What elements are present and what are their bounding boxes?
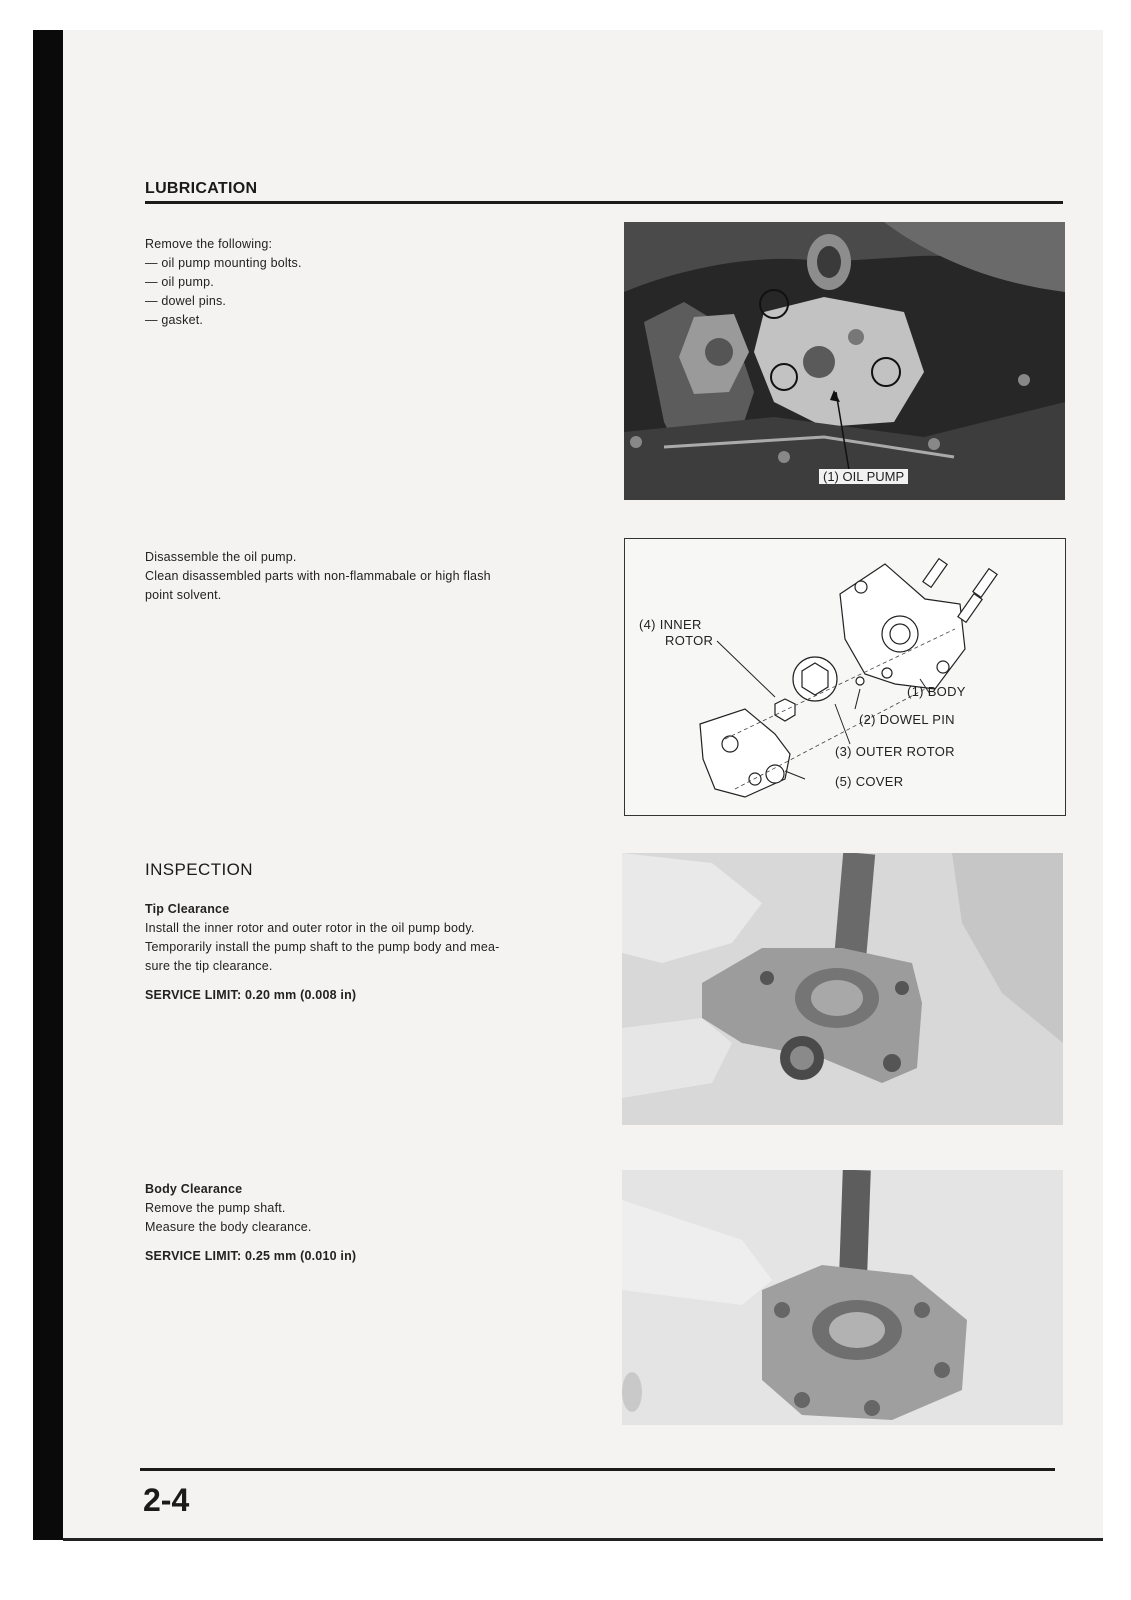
tip-clearance-line: sure the tip clearance. (145, 959, 273, 973)
body-clearance-heading: Body Clearance (145, 1182, 243, 1196)
header-rule (145, 201, 1063, 204)
removal-line: — dowel pins. (145, 294, 227, 308)
body-clearance-line: Remove the pump shaft. (145, 1201, 286, 1215)
binding-spine (33, 30, 63, 1540)
oil-pump-exploded-diagram (624, 538, 1066, 816)
removal-line: — gasket. (145, 313, 204, 327)
body-service-limit: SERVICE LIMIT: 0.25 mm (0.010 in) (145, 1249, 357, 1263)
tip-clearance-photo (622, 853, 1063, 1125)
oil-pump-caption: (1) OIL PUMP (819, 469, 908, 484)
tip-clearance-heading: Tip Clearance (145, 902, 230, 916)
disassembly-line: point solvent. (145, 588, 222, 602)
page-number: 2-4 (143, 1482, 190, 1518)
body-label: (1) BODY (907, 684, 966, 699)
removal-line: — oil pump mounting bolts. (145, 256, 302, 270)
page-header: LUBRICATION (145, 180, 258, 197)
oil-pump-installed-photo (624, 222, 1065, 500)
removal-line: — oil pump. (145, 275, 214, 289)
body-clearance-photo (622, 1170, 1063, 1425)
disassembly-line: Clean disassembled parts with non-flammabale or high flash (145, 569, 491, 583)
disassembly-line: Disassemble the oil pump. (145, 550, 297, 564)
outer-rotor-label: (3) OUTER ROTOR (835, 744, 955, 759)
footer-rule (140, 1468, 1055, 1471)
body-clearance-block (145, 1180, 356, 1266)
cover-label: (5) COVER (835, 774, 904, 789)
page-bottom-edge (63, 1538, 1103, 1541)
dowel-pin-label: (2) DOWEL PIN (859, 712, 955, 727)
body-clearance-line: Measure the body clearance. (145, 1220, 312, 1234)
removal-instructions (145, 235, 302, 330)
tip-clearance-line: Temporarily install the pump shaft to the pump body and mea- (145, 940, 500, 954)
inner-rotor-label-cont: ROTOR (665, 633, 714, 648)
tip-clearance-line: Install the inner rotor and outer rotor in the oil pump body. (145, 921, 475, 935)
inspection-title: INSPECTION (145, 860, 253, 879)
disassembly-instructions (145, 548, 491, 605)
inner-rotor-label: (4) INNER (639, 617, 702, 632)
removal-line: Remove the following: (145, 237, 273, 251)
tip-clearance-block (145, 900, 500, 1005)
tip-service-limit: SERVICE LIMIT: 0.20 mm (0.008 in) (145, 988, 357, 1002)
